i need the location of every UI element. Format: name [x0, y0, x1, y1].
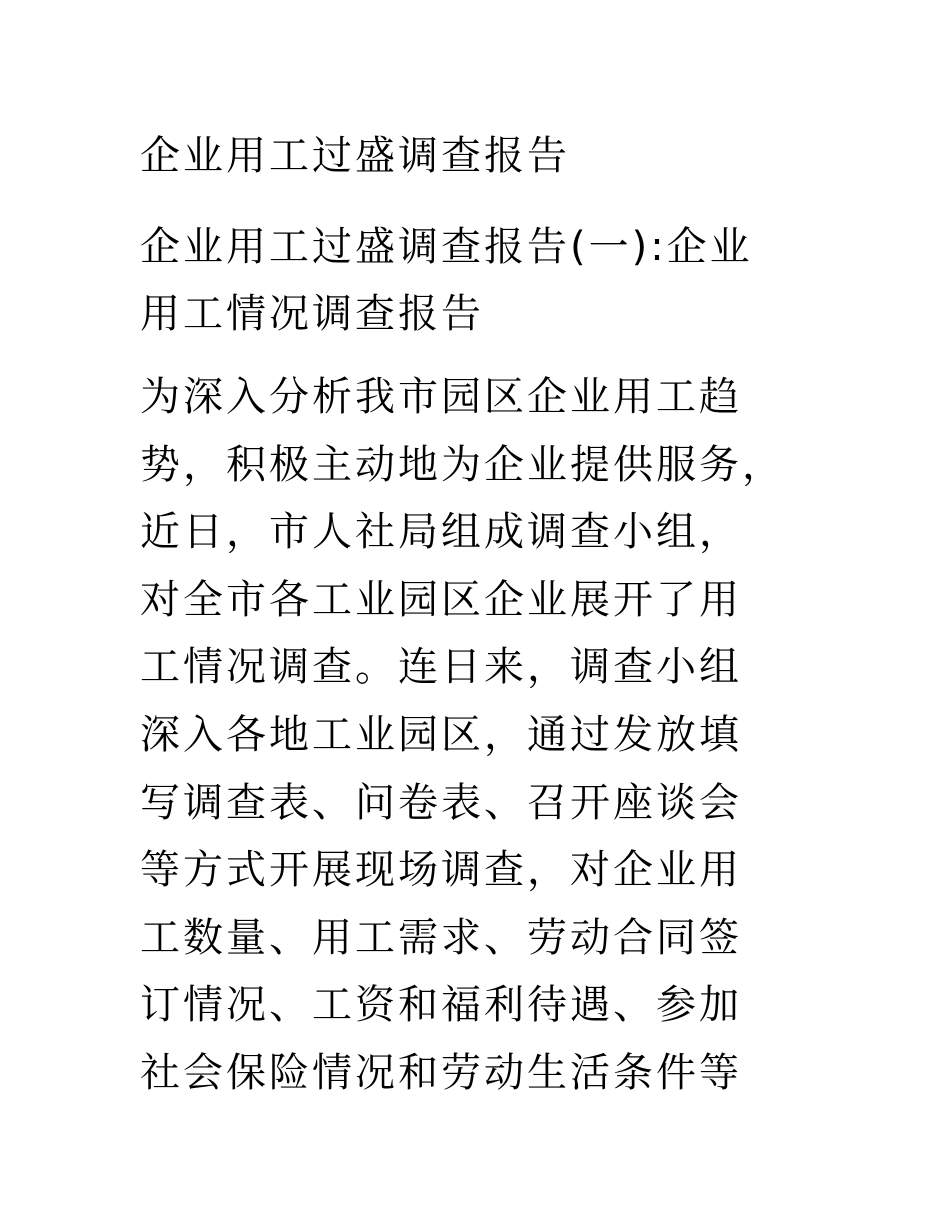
body-line-8: 等方式开展现场调查，对企业用	[140, 847, 742, 894]
body-line-6: 深入各地工业园区，通过发放填	[140, 711, 742, 758]
body-line-11: 社会保险情况和劳动生活条件等	[140, 1049, 742, 1096]
body-line-5: 工情况调查。连日来，调查小组	[140, 644, 742, 691]
section-heading	[140, 214, 800, 348]
section-heading-line-2: 用工情况调查报告	[140, 291, 484, 337]
body-paragraph	[140, 364, 800, 1108]
title-line: 企业用工过盛调查报告	[140, 133, 570, 179]
body-line-3: 近日，市人社局组成调查小组，	[140, 509, 742, 556]
body-line-2: 势，积极主动地为企业提供服务，	[140, 441, 785, 488]
body-line-7: 写调查表、问卷表、召开座谈会	[140, 779, 742, 826]
section-heading-line-1: 企业用工过盛调查报告(一):企业	[140, 224, 753, 270]
body-line-1: 为深入分析我市园区企业用工趋	[140, 374, 742, 420]
body-line-9: 工数量、用工需求、劳动合同签	[140, 914, 742, 961]
body-line-10: 订情况、工资和福利待遇、参加	[140, 982, 742, 1029]
page-title	[140, 128, 800, 184]
body-line-4: 对全市各工业园区企业展开了用	[140, 576, 742, 623]
